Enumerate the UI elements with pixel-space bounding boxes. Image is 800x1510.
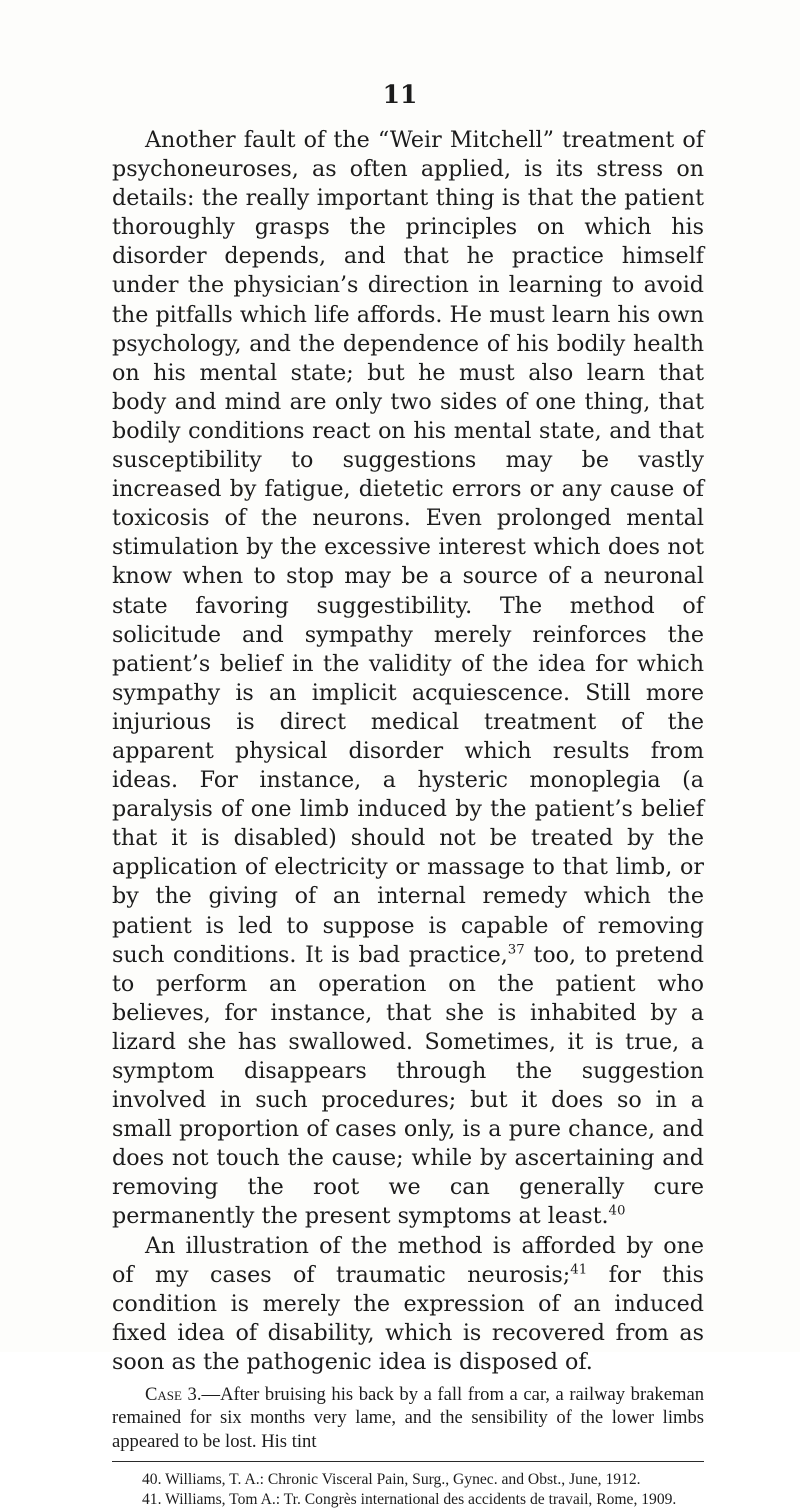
paragraph-text: Another fault of the “Weir Mitchell” treatment of psychoneuroses, as often applied, is its stress on details: the really important thing is that the patient thoroughly grasps the principles on which his disorder depends, and that he practice himself under the physician’s direction in learning to avoid the pitfalls which life affords. He must learn his own psychology, and the dependence of his bodily health on his mental state; but he must also learn that body and mind are only two sides of one thing, that bodily conditions react on his mental state, and that susceptibility to suggestions may be vastly increased by fatigue, dietetic errors or any cause of toxicosis of the neurons. Even prolonged mental stimulation by the excessive interest which does not know when to stop may be a source of a neuronal state favoring suggestibility. The method of solicitude and sympathy merely reinforces the patient’s belief in the validity of the idea for which sympathy is an implicit acquiescence. Still more injurious is direct medical treatment of the apparent physical disorder which results from ideas. For instance, a hysteric monoplegia (a paralysis of one limb induced by the patient’s belief that it is disabled) should not be treated by the application of electricity or massage to that limb, or by the giving of an internal remedy which the patient is led to suppose is capable of removing such conditions. It is bad practice, — [112, 127, 704, 968]
paragraph-text: too, to pretend to perform an operation on the patient who believes, for instance, that she is inhabited by a lizard she has swallowed. Sometimes, it is true, a symptom disappears through the suggestion involved in such procedures; but it does so in a small proportion of cases only, is a pure chance, and does not touch the cause; while by ascertaining and removing the root we can generally cure permanently the present symptoms at least. — [112, 941, 704, 1230]
footnote-41: 41. Williams, Tom A.: Tr. Congrès international des accidents de travail, Rome, 1909. — [142, 1491, 677, 1509]
paragraph-treatment-faults — [112, 126, 704, 1232]
paragraph-text: An illustration of the method is afforded by one of my cases of traumatic neurosis; — [112, 1232, 704, 1288]
case-text: —After bruising his back by a fall from a car, a railway brakeman remained for six months very lame, and the sensibility of the lower limbs appeared to be lost. His tint — [112, 1384, 704, 1452]
footnote-40: 40. Williams, T. A.: Chronic Visceral Pain, Surg., Gynec. and Obst., June, 1912. — [142, 1471, 641, 1489]
page-number: 11 — [382, 80, 418, 109]
footnote-ref: 41 — [570, 1262, 588, 1278]
text-column — [112, 126, 704, 1510]
case-paragraph — [112, 1383, 704, 1453]
case-label: Case 3. — [145, 1384, 202, 1406]
paragraph-text: for this condition is merely the expression of an induced fixed idea of disability, which is recovered from as soon as the pathogenic idea is disposed of. — [112, 1261, 704, 1375]
footnote-divider — [112, 1461, 704, 1462]
footnote-ref: 40 — [608, 1204, 626, 1220]
footnote-ref: 37 — [507, 942, 525, 958]
paragraph-illustration — [112, 1232, 704, 1377]
